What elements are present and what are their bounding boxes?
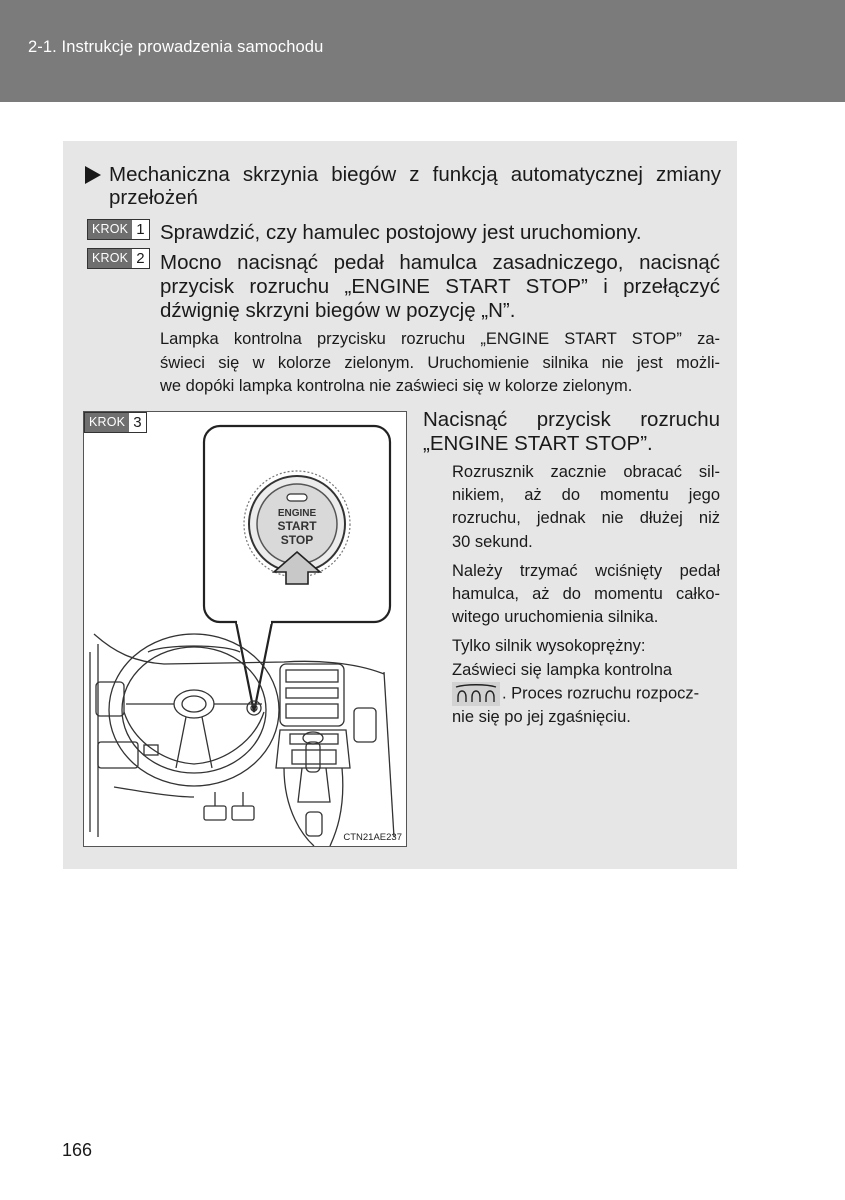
step-1-text: [160, 221, 720, 245]
step-line: Sprawdzić, czy hamulec postojowy jest uruchomiony.: [160, 221, 642, 244]
note-line: Rozrusznik zacznie obracać sil-: [452, 463, 720, 481]
section-heading: [85, 163, 721, 209]
note-paragraph: [452, 635, 720, 729]
button-text-stop: STOP: [280, 533, 314, 547]
heading-line: przełożeń: [109, 186, 198, 209]
button-text-engine: ENGINE: [277, 508, 317, 519]
step-2-badge: [87, 248, 150, 269]
step-3-text: [423, 408, 720, 456]
note-line: nikiem, aż do momentu jego: [452, 486, 720, 505]
step-line: „ENGINE START STOP”.: [423, 432, 653, 455]
krok-label: KROK: [88, 220, 132, 239]
step-line: Nacisnąć przycisk rozruchu: [423, 408, 720, 431]
engine-start-illustration: [83, 411, 407, 847]
figure-code: CTN21AE237: [343, 832, 402, 843]
callout-pointer: [236, 622, 272, 712]
note-text: . Proces rozruchu rozpocz-: [502, 684, 700, 703]
dashboard-line-art: [90, 634, 394, 846]
step-number: 3: [133, 414, 142, 431]
glow-plug-indicator-icon: [452, 682, 500, 706]
step-2-note: [160, 328, 720, 399]
triangle-bullet-icon: [85, 166, 101, 184]
note-line: Należy trzymać wciśnięty pedał: [452, 561, 720, 580]
note-line: witego uruchomienia silnika.: [452, 608, 659, 627]
note-line: 30 sekund.: [452, 532, 533, 551]
note-line: rozruchu, jednak nie dłużej niż: [452, 509, 720, 528]
step-2-text: [160, 251, 720, 323]
note-paragraph: [452, 560, 720, 630]
krok-label: KROK: [88, 249, 132, 268]
note-line-with-icon: [452, 682, 720, 706]
note-line: nie się po jej zgaśnięciu.: [452, 707, 631, 726]
step-line: przycisk rozruchu „ENGINE START STOP” i przełączyć: [160, 275, 720, 298]
page-number: 166: [62, 1140, 93, 1160]
krok-label: KROK: [85, 413, 129, 432]
step-3-badge: [84, 412, 147, 433]
heading-line: Mechaniczna skrzynia biegów z funkcją automatycznej zmiany: [109, 163, 721, 186]
step-number: 2: [136, 250, 145, 267]
note-line: hamulca, aż do momentu całko-: [452, 585, 720, 604]
step-line: dźwignię skrzyni biegów w pozycję „N”.: [160, 299, 516, 322]
step-number: 1: [136, 221, 145, 238]
note-line: Lampka kontrolna przycisku rozruchu „ENGINE START STOP” za-: [160, 330, 720, 348]
step-1-badge: [87, 219, 150, 240]
note-paragraph: [452, 461, 720, 554]
content-panel: [63, 141, 737, 869]
note-line: we dopóki lampka kontrolna nie zaświeci się w kolorze zielonym.: [160, 377, 633, 395]
dashboard-drawing: [84, 412, 406, 846]
note-line: Tylko silnik wysokoprężny:: [452, 637, 646, 656]
page-header: [0, 0, 845, 102]
step-3-notes: [452, 461, 720, 735]
chapter-title: 2-1. Instrukcje prowadzenia samochodu: [28, 38, 324, 56]
note-line: Zaświeci się lampka kontrolna: [452, 660, 673, 679]
step-line: Mocno nacisnąć pedał hamulca zasadniczego, nacisnąć: [160, 251, 720, 274]
button-text-start: START: [277, 519, 317, 533]
button-indicator-lamp: [287, 494, 307, 501]
note-line: świeci się w kolorze zielonym. Uruchomienie silnika nie jest możli-: [160, 353, 720, 372]
